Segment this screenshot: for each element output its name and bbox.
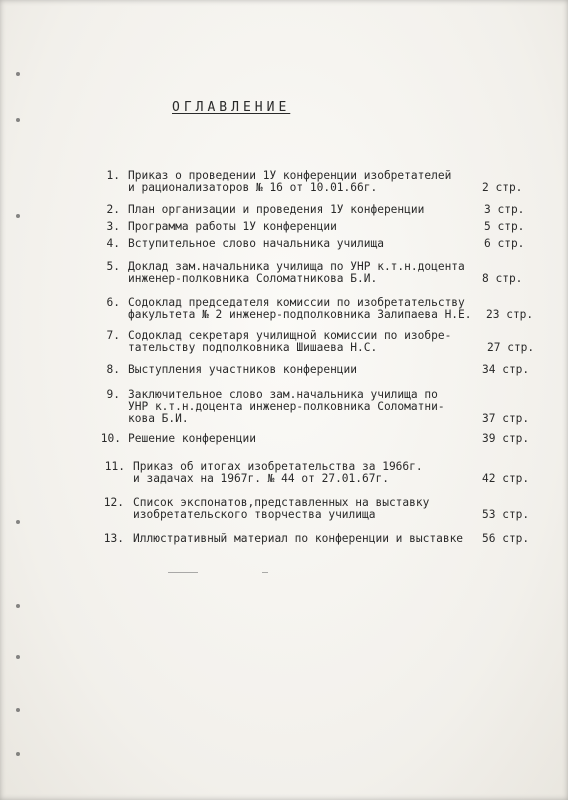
toc-entry-page: 8 стр. [482,272,523,285]
toc-entry-text: Приказ о проведении 1У конференции изобретателей [128,169,452,182]
scan-speck [262,572,268,573]
toc-entry-text: УНР к.т.н.доцента инженер-полковника Соломатни- [128,400,445,413]
toc-entry-text: План организации и проведения 1У конференции [128,203,425,216]
toc-entry-number: 11. [104,460,125,473]
toc-entry-number: 13. [103,532,124,545]
toc-entry-text: Доклад зам.начальника училища по УНР к.т.н.доцента [128,260,465,273]
toc-entry-text: факультета № 2 инженер-подполковника Залипаева Н.Е. [128,308,472,321]
toc-entry-page: 5 стр. [484,220,525,233]
toc-entry-number: 5. [106,260,120,273]
toc-entry-text: Программа работы 1У конференции [128,220,337,233]
toc-entry-text: изобретательского творчества училища [133,508,376,521]
toc-entry-page: 34 стр. [482,363,530,376]
toc-entry-number: 8. [106,363,120,376]
toc-entry-number: 2. [106,203,120,216]
toc-entry-number: 1. [106,169,120,182]
toc-entry-number: 10. [100,432,121,445]
toc-entry-page: 2 стр. [482,181,523,194]
toc-entry-text: Заключительное слово зам.начальника училища по [128,388,438,401]
toc-entry-text: тательству подполковника Шишаева Н.С. [128,341,378,354]
toc-entry-page: 39 стр. [482,432,530,445]
toc-entry-text: кова Б.И. [128,412,189,425]
toc-entry-text: Иллюстративный материал по конференции и выставке [133,532,464,545]
toc-entry-number: 7. [106,329,120,342]
toc-entry-number: 4. [106,237,120,250]
toc-entry-text: и рационализаторов № 16 от 10.01.66г. [128,181,378,194]
toc-entry-text: Список экспонатов,представленных на выставку [133,496,430,509]
toc-entry-number: 6. [106,296,120,309]
toc-entry-page: 53 стр. [482,508,530,521]
toc-entry-text: Содоклад председателя комиссии по изобретательству [128,296,465,309]
toc-entry-page: 23 стр. [486,308,534,321]
document-title: ОГЛАВЛЕНИЕ [172,100,291,115]
scan-speck [168,572,198,573]
toc-entry-text: Приказ об итогах изобретательства за 1966г. [133,460,423,473]
toc-entry-page: 27 стр. [487,341,535,354]
toc-entry-page: 56 стр. [482,532,530,545]
toc-entry-page: 42 стр. [482,472,530,485]
toc-entry-page: 3 стр. [484,203,525,216]
toc-entry-page: 37 стр. [482,412,530,425]
toc-entry-text: Решение конференции [128,432,256,445]
toc-entry-number: 9. [106,388,120,401]
toc-entry-number: 3. [106,220,120,233]
toc-entry-text: Выступления участников конференции [128,363,358,376]
toc-entry-text: инженер-полковника Соломатникова Б.И. [128,272,378,285]
toc-entry-text: Содоклад секретаря училищной комиссии по изобре- [128,329,452,342]
toc-entry-text: Вступительное слово начальника училища [128,237,384,250]
toc-entry-text: и задачах на 1967г. № 44 от 27.01.67г. [133,472,389,485]
toc-entry-page: 6 стр. [484,237,525,250]
toc-entry-number: 12. [103,496,124,509]
